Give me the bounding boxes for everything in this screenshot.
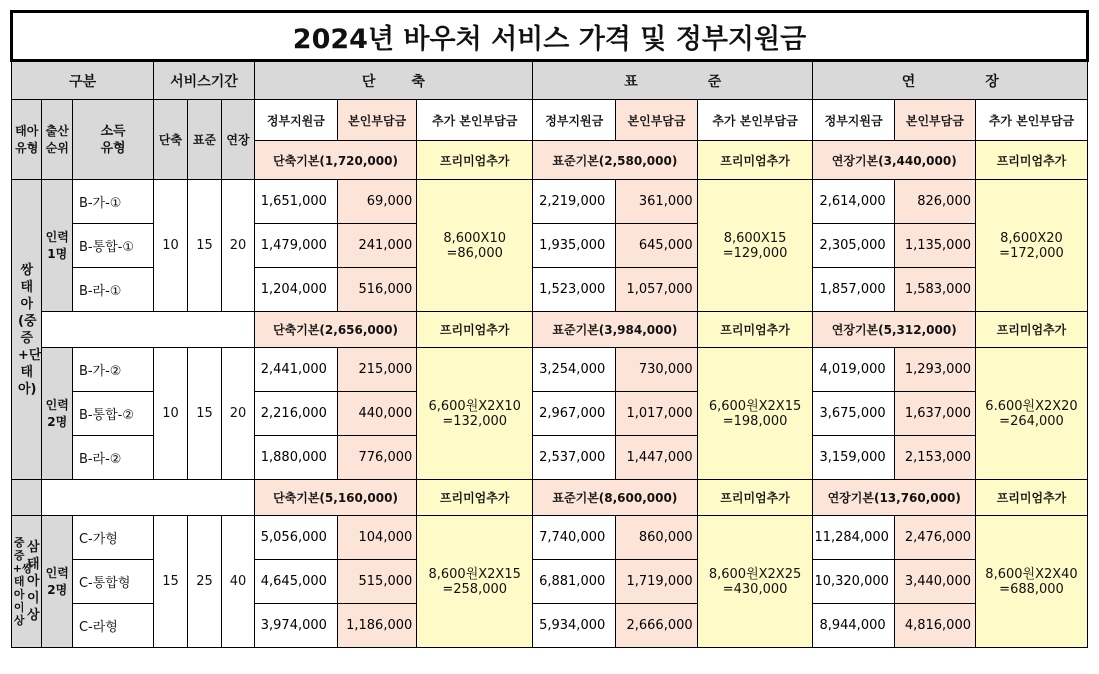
premium-extended-1: 프리미엄추가 (976, 141, 1088, 180)
income-type: C-통합형 (72, 560, 153, 604)
birth-order-2: 인력 2명 (42, 348, 72, 480)
header-standard-gov: 정부지원금 (533, 100, 616, 141)
header-short-self: 본인부담금 (338, 100, 417, 141)
header-standard-self: 본인부담금 (616, 100, 697, 141)
blank-cell (42, 312, 254, 348)
base-extended-3: 연장기본(13,760,000) (813, 480, 976, 516)
base-extended-2: 연장기본(5,312,000) (813, 312, 976, 348)
premium-short-3: 프리미엄추가 (417, 480, 533, 516)
standard-gov: 7,740,000 (533, 516, 616, 560)
header-standard-extra: 추가 본인부담금 (697, 100, 813, 141)
blank-cell (42, 480, 254, 516)
short-gov: 5,056,000 (254, 516, 337, 560)
short-self: 515,000 (338, 560, 417, 604)
short-self: 776,000 (338, 436, 417, 480)
period-short-1: 10 (154, 180, 188, 312)
fetus-label-triplets: 삼태아이상 (26, 540, 40, 623)
short-self: 516,000 (338, 268, 417, 312)
extended-extra-3: 8,600원X2X40 =688,000 (976, 516, 1088, 648)
premium-extended-3: 프리미엄추가 (976, 480, 1088, 516)
premium-standard-2: 프리미엄추가 (697, 312, 813, 348)
header-extended-gov: 정부지원금 (813, 100, 894, 141)
standard-gov: 3,254,000 (533, 348, 616, 392)
header-period-extended: 연장 (222, 100, 255, 180)
short-self: 440,000 (338, 392, 417, 436)
short-gov: 1,651,000 (254, 180, 337, 224)
standard-self: 1,017,000 (616, 392, 697, 436)
page-title: 2024년 바우처 서비스 가격 및 정부지원금 (12, 12, 1088, 61)
standard-self: 1,057,000 (616, 268, 697, 312)
period-extended-1: 20 (222, 180, 255, 312)
base-extended-1: 연장기본(3,440,000) (813, 141, 976, 180)
short-gov: 2,441,000 (254, 348, 337, 392)
period-extended-3: 40 (222, 516, 255, 648)
standard-gov: 5,934,000 (533, 604, 616, 648)
header-income-type: 소득 유형 (72, 100, 153, 180)
standard-self: 1,719,000 (616, 560, 697, 604)
birth-order-1: 인력 1명 (42, 180, 72, 312)
income-type: C-가형 (72, 516, 153, 560)
standard-extra-2: 6,600원X2X15 =198,000 (697, 348, 813, 480)
extended-self: 2,153,000 (894, 436, 975, 480)
standard-gov: 2,967,000 (533, 392, 616, 436)
period-standard-3: 25 (187, 516, 222, 648)
short-self: 215,000 (338, 348, 417, 392)
premium-standard-3: 프리미엄추가 (697, 480, 813, 516)
extended-self: 1,293,000 (894, 348, 975, 392)
extended-self: 1,135,000 (894, 224, 975, 268)
short-gov: 3,974,000 (254, 604, 337, 648)
extended-gov: 1,857,000 (813, 268, 894, 312)
header-standard: 표 준 (533, 61, 813, 100)
income-type: C-라형 (72, 604, 153, 648)
header-period-standard: 표준 (187, 100, 222, 180)
base-short-3: 단축기본(5,160,000) (254, 480, 417, 516)
header-extended-self: 본인부담금 (894, 100, 975, 141)
header-short-gov: 정부지원금 (254, 100, 337, 141)
header-short-extra: 추가 본인부담금 (417, 100, 533, 141)
header-birth-order: 출산 순위 (42, 100, 72, 180)
voucher-price-table-wrapper (10, 10, 1089, 648)
extended-gov: 10,320,000 (813, 560, 894, 604)
short-self: 1,186,000 (338, 604, 417, 648)
extended-gov: 4,019,000 (813, 348, 894, 392)
standard-self: 2,666,000 (616, 604, 697, 648)
short-gov: 1,204,000 (254, 268, 337, 312)
extended-gov: 11,284,000 (813, 516, 894, 560)
header-gubun: 구분 (12, 61, 154, 100)
voucher-price-table (10, 10, 1089, 648)
period-short-2: 10 (154, 348, 188, 480)
header-extended: 연 장 (813, 61, 1088, 100)
period-standard-2: 15 (187, 348, 222, 480)
short-extra-2: 6,600원X2X10 =132,000 (417, 348, 533, 480)
standard-self: 645,000 (616, 224, 697, 268)
standard-gov: 1,935,000 (533, 224, 616, 268)
extended-gov: 2,305,000 (813, 224, 894, 268)
standard-gov: 1,523,000 (533, 268, 616, 312)
birth-order-3: 인력 2명 (42, 516, 72, 648)
header-service-period: 서비스기간 (154, 61, 255, 100)
income-type: B-라-① (72, 268, 153, 312)
extended-self: 1,583,000 (894, 268, 975, 312)
standard-extra-3: 8,600원X2X25 =430,000 (697, 516, 813, 648)
base-standard-2: 표준기본(3,984,000) (533, 312, 698, 348)
extended-gov: 2,614,000 (813, 180, 894, 224)
extended-self: 4,816,000 (894, 604, 975, 648)
short-extra-3: 8,600원X2X15 =258,000 (417, 516, 533, 648)
income-type: B-가-① (72, 180, 153, 224)
extended-extra-2: 6.600원X2X20 =264,000 (976, 348, 1088, 480)
header-fetus-type: 태아 유형 (12, 100, 42, 180)
fetus-type-triplets (12, 516, 42, 648)
premium-short-1: 프리미엄추가 (417, 141, 533, 180)
premium-extended-2: 프리미엄추가 (976, 312, 1088, 348)
period-standard-1: 15 (187, 180, 222, 312)
fetus-label-severe-twins: 중증+쌍태아이상 (12, 536, 33, 627)
standard-gov: 6,881,000 (533, 560, 616, 604)
base-standard-1: 표준기본(2,580,000) (533, 141, 698, 180)
short-gov: 1,479,000 (254, 224, 337, 268)
standard-gov: 2,219,000 (533, 180, 616, 224)
standard-extra-1: 8,600X15 =129,000 (697, 180, 813, 312)
extended-self: 3,440,000 (894, 560, 975, 604)
fetus-type-blank (12, 480, 42, 516)
income-type: B-통합-② (72, 392, 153, 436)
header-period-short: 단축 (154, 100, 188, 180)
premium-short-2: 프리미엄추가 (417, 312, 533, 348)
standard-gov: 2,537,000 (533, 436, 616, 480)
short-gov: 2,216,000 (254, 392, 337, 436)
standard-self: 361,000 (616, 180, 697, 224)
extended-extra-1: 8,600X20 =172,000 (976, 180, 1088, 312)
income-type: B-가-② (72, 348, 153, 392)
standard-self: 730,000 (616, 348, 697, 392)
base-short-1: 단축기본(1,720,000) (254, 141, 417, 180)
income-type: B-통합-① (72, 224, 153, 268)
short-extra-1: 8,600X10 =86,000 (417, 180, 533, 312)
base-short-2: 단축기본(2,656,000) (254, 312, 417, 348)
income-type: B-라-② (72, 436, 153, 480)
short-gov: 1,880,000 (254, 436, 337, 480)
short-self: 104,000 (338, 516, 417, 560)
period-extended-2: 20 (222, 348, 255, 480)
short-self: 69,000 (338, 180, 417, 224)
period-short-3: 15 (154, 516, 188, 648)
extended-gov: 3,675,000 (813, 392, 894, 436)
header-short: 단 축 (254, 61, 532, 100)
standard-self: 1,447,000 (616, 436, 697, 480)
short-gov: 4,645,000 (254, 560, 337, 604)
short-self: 241,000 (338, 224, 417, 268)
extended-self: 826,000 (894, 180, 975, 224)
fetus-type-twins: 쌍태아(중증+단태아) (12, 180, 42, 480)
base-standard-3: 표준기본(8,600,000) (533, 480, 698, 516)
extended-self: 2,476,000 (894, 516, 975, 560)
extended-gov: 3,159,000 (813, 436, 894, 480)
premium-standard-1: 프리미엄추가 (697, 141, 813, 180)
header-extended-extra: 추가 본인부담금 (976, 100, 1088, 141)
extended-self: 1,637,000 (894, 392, 975, 436)
standard-self: 860,000 (616, 516, 697, 560)
extended-gov: 8,944,000 (813, 604, 894, 648)
